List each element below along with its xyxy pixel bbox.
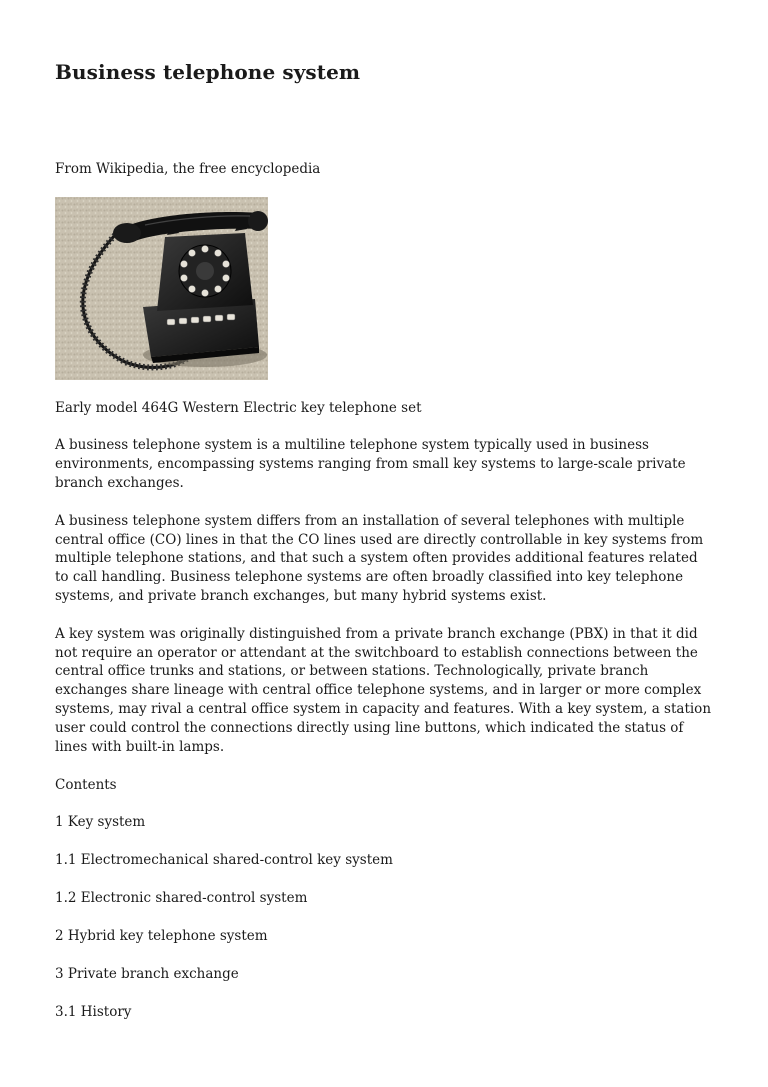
page-title: Business telephone system <box>55 60 361 84</box>
toc-item[interactable]: 3 Private branch exchange <box>55 966 239 983</box>
toc-item[interactable]: 1.1 Electromechanical shared-control key system <box>55 852 393 869</box>
paragraph-2: A business telephone system differs from an installation of several telephones with multiple central office (CO) lines in that the CO lines used are directly controllable in key systems from multiple telephone stations, and that such a system often provides additional features related to call handling. Business telephone systems are often broadly classified into key telephone systems, and private branch exchanges, but many hybrid systems exist. <box>55 512 704 605</box>
paragraph-3: A key system was originally distinguished from a private branch exchange (PBX) in that it did not require an operator or attendant at the switchboard to establish connections between the central office trunks and stations, or between stations. Technologically, private branch exchanges share lineage with central office telephone systems, and in larger or more complex systems, may rival a central office system in capacity and features. With a key system, a station user could control the connections directly using line buttons, which indicated the status of lines with built-in lamps. <box>55 625 712 756</box>
contents-heading: Contents <box>55 776 117 793</box>
toc-item[interactable]: 1 Key system <box>55 814 146 831</box>
toc-item[interactable]: 3.1 History <box>55 1003 132 1020</box>
article-body <box>55 399 715 1041</box>
telephone-photo <box>55 197 268 380</box>
toc-item[interactable]: 1.2 Electronic shared-control system <box>55 890 308 907</box>
page-subtitle: From Wikipedia, the free encyclopedia <box>55 161 321 177</box>
paragraph-1: A business telephone system is a multiline telephone system typically used in business environments, encompassing systems ranging from small key systems to large-scale private branch exchanges. <box>55 437 686 492</box>
table-of-contents <box>55 776 715 1022</box>
toc-item[interactable]: 2 Hybrid key telephone system <box>55 928 268 945</box>
image-caption: Early model 464G Western Electric key telephone set <box>55 400 422 416</box>
